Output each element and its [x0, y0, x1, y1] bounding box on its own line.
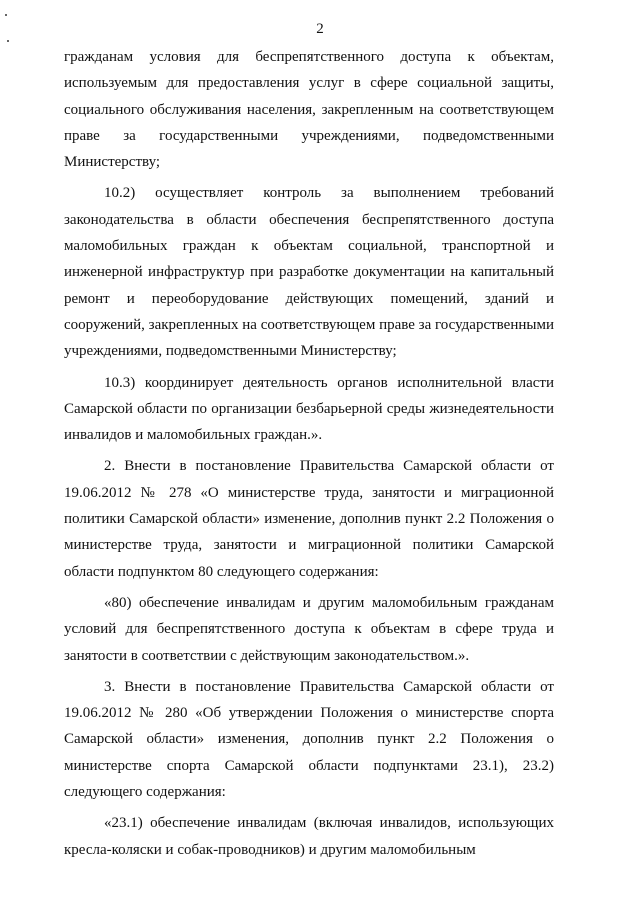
paragraph-item-3: 3. Внести в постановление Правительства Самарской области от 19.06.2012 № 280 «Об утверждении Положения о министерстве спорта Самарской области» изменения, дополнив пункт 2.2 Положения о министерстве спорта Самарской области подпунктами 23.1), 23.2) следующего содержания: [64, 678, 554, 801]
page-number: 2 [316, 21, 324, 37]
paragraph-10-2: 10.2) осуществляет контроль за выполнением требований законодательства в области обеспечения беспрепятственного доступа маломобильных граждан к объектам социальной, транспортной и инженерной инфраструктур при разработке документации на капитальный ремонт и переоборудование действующих помещений, зданий и сооружений, закрепленных на соответствующем праве за государственными учреждениями, подведомственными Министерству; [64, 185, 554, 360]
paragraph-subitem-23-1: «23.1) обеспечение инвалидам (включая инвалидов, использующих кресла-коляски и собак-проводников) и другим маломобильным [64, 815, 554, 858]
paragraph-10-3: 10.3) координирует деятельность органов исполнительной власти Самарской области по организации безбарьерной среды жизнедеятельности инвалидов и маломобильных граждан.». [64, 374, 554, 444]
scan-artifact [7, 40, 9, 42]
document-body [64, 44, 554, 863]
paragraph-item-2: 2. Внести в постановление Правительства Самарской области от 19.06.2012 № 278 «О министерстве труда, занятости и миграционной политики Самарской области» изменение, дополнив пункт 2.2 Положения о министерстве труда, занятости и миграционной политики Самарской области подпунктом 80 следующего содержания: [64, 458, 554, 580]
paragraph-subitem-80: «80) обеспечение инвалидам и другим маломобильным гражданам условий для беспрепятственного доступа к объектам в сфере труда и занятости в соответствии с действующим законодательством.». [64, 594, 554, 664]
paragraph-continuation: гражданам условия для беспрепятственного доступа к объектам, используемым для предоставления услуг в сфере социальной защиты, социального обслуживания населения, закрепленным на соответствующем праве за государственными учреждениями, подведомственными Министерству; [64, 49, 554, 171]
scan-artifact [5, 14, 7, 16]
